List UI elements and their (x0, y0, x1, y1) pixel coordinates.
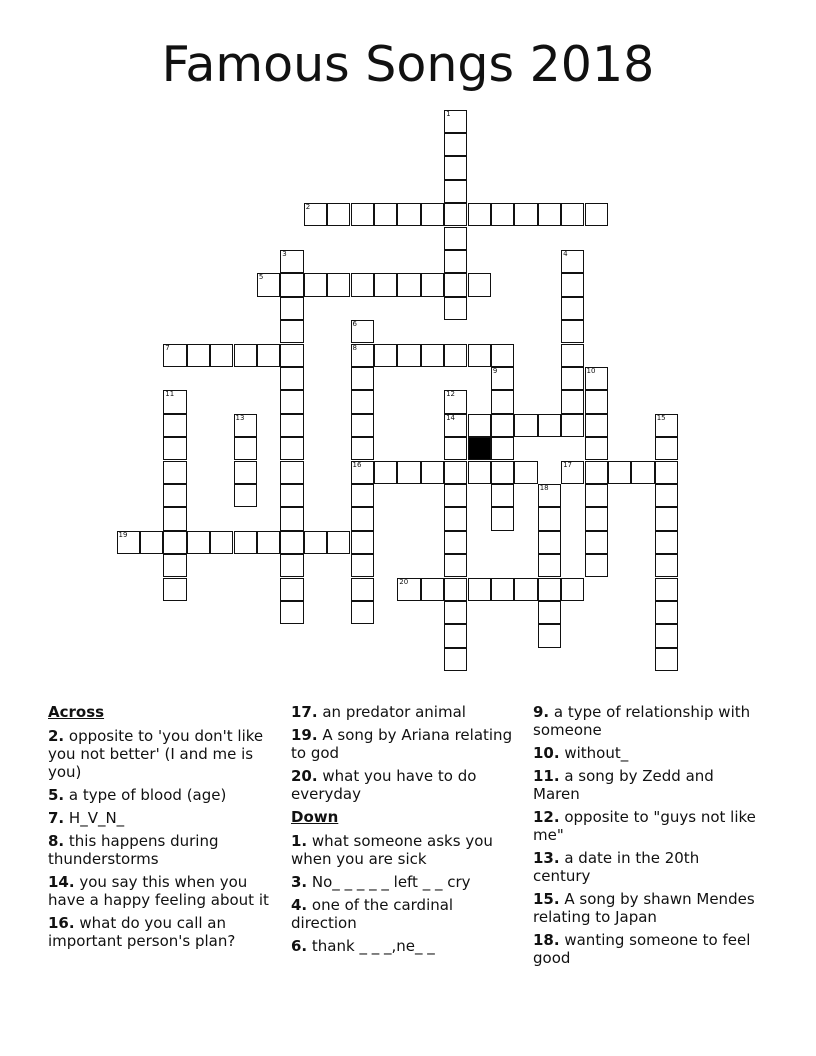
clue-number-label: 14. (48, 873, 75, 891)
grid-cell[interactable] (280, 461, 303, 484)
grid-cell[interactable] (351, 507, 374, 530)
grid-cell[interactable] (163, 344, 186, 367)
clue-number-label: 17. (291, 703, 318, 721)
grid-cell[interactable] (280, 507, 303, 530)
clue-number-label: 8. (48, 832, 65, 850)
clue-text: a type of blood (age) (64, 786, 227, 804)
clues-column-2 (291, 703, 516, 960)
grid-cell[interactable] (538, 554, 561, 577)
grid-cell[interactable] (585, 531, 608, 554)
clue-text: you say this when you have a happy feeling about it (48, 873, 269, 909)
grid-cell[interactable] (468, 344, 491, 367)
grid-cell[interactable] (468, 414, 491, 437)
clue-number: 7 (165, 343, 170, 352)
clue-number: 20 (399, 577, 409, 586)
clue-number: 12 (446, 390, 456, 399)
grid-cell[interactable] (234, 461, 257, 484)
grid-cell[interactable] (351, 484, 374, 507)
grid-cell[interactable] (163, 390, 186, 413)
grid-cell[interactable] (234, 484, 257, 507)
clue-text: thank _ _ _,ne_ _ (307, 937, 435, 955)
grid-cell[interactable] (280, 554, 303, 577)
grid-cell[interactable] (444, 250, 467, 273)
grid-cell[interactable] (468, 273, 491, 296)
grid-cell[interactable] (351, 344, 374, 367)
grid-cell[interactable] (163, 461, 186, 484)
grid-cell[interactable] (444, 203, 467, 226)
clue-number-label: 13. (533, 849, 560, 867)
grid-cell[interactable] (444, 437, 467, 460)
grid-cell[interactable] (351, 367, 374, 390)
grid-cell[interactable] (351, 461, 374, 484)
clue-number-label: 7. (48, 809, 65, 827)
grid-cell[interactable] (444, 601, 467, 624)
grid-cell[interactable] (257, 273, 280, 296)
clue-text: this happens during thunderstorms (48, 832, 219, 868)
down-clue (533, 808, 758, 844)
clue-text: A song by Ariana relating to god (291, 726, 513, 762)
clue-number-label: 3. (291, 873, 308, 891)
grid-cell[interactable] (514, 578, 537, 601)
across-clue (48, 832, 273, 868)
down-clue-list-continued (533, 703, 758, 967)
down-clue (533, 890, 758, 926)
grid-cell[interactable] (608, 461, 631, 484)
across-clue (291, 767, 516, 803)
clues-column-3 (533, 703, 758, 972)
grid-cell[interactable] (444, 484, 467, 507)
grid-cell[interactable] (444, 624, 467, 647)
grid-cell[interactable] (538, 624, 561, 647)
grid-cell[interactable] (421, 461, 444, 484)
grid-cell[interactable] (280, 344, 303, 367)
grid-cell[interactable] (210, 531, 233, 554)
grid-cell[interactable] (491, 203, 514, 226)
grid-cell[interactable] (561, 367, 584, 390)
grid-cell[interactable] (304, 273, 327, 296)
grid-cell[interactable] (468, 578, 491, 601)
clue-text: No_ _ _ _ _ left _ _ cry (307, 873, 471, 891)
grid-cell[interactable] (351, 203, 374, 226)
grid-cell[interactable] (655, 578, 678, 601)
grid-cell[interactable] (351, 390, 374, 413)
grid-cell[interactable] (163, 484, 186, 507)
clue-number: 16 (352, 460, 362, 469)
grid-cell[interactable] (655, 437, 678, 460)
grid-cell[interactable] (280, 531, 303, 554)
across-clue (48, 727, 273, 781)
grid-cell[interactable] (538, 203, 561, 226)
grid-cell[interactable] (561, 578, 584, 601)
clue-number: 9 (492, 366, 498, 375)
grid-cell[interactable] (538, 531, 561, 554)
clue-number: 10 (586, 366, 596, 375)
grid-cell[interactable] (257, 344, 280, 367)
grid-cell[interactable] (491, 367, 514, 390)
clue-number-label: 1. (291, 832, 308, 850)
clue-number: 19 (118, 530, 128, 539)
grid-cell[interactable] (444, 227, 467, 250)
clue-text: what do you call an important person's plan? (48, 914, 236, 950)
across-heading: Across (48, 703, 105, 721)
grid-cell[interactable] (585, 390, 608, 413)
grid-cell[interactable] (655, 648, 678, 671)
clue-number-label: 15. (533, 890, 560, 908)
grid-cell[interactable] (655, 507, 678, 530)
down-clue (533, 849, 758, 885)
grid-cell[interactable] (351, 414, 374, 437)
grid-cell[interactable] (397, 461, 420, 484)
grid-cell[interactable] (444, 414, 467, 437)
grid-cell[interactable] (444, 133, 467, 156)
down-clue (291, 873, 516, 891)
grid-cell[interactable] (585, 484, 608, 507)
clue-text: without_ (559, 744, 629, 762)
across-clue (48, 873, 273, 909)
grid-cell[interactable] (444, 344, 467, 367)
grid-cell[interactable] (538, 484, 561, 507)
grid-cell[interactable] (304, 531, 327, 554)
across-clue (291, 726, 516, 762)
grid-cell[interactable] (514, 461, 537, 484)
grid-cell[interactable] (585, 507, 608, 530)
grid-cell[interactable] (491, 390, 514, 413)
down-clue (533, 703, 758, 739)
grid-cell[interactable] (421, 344, 444, 367)
grid-cell[interactable] (631, 461, 654, 484)
grid-cell[interactable] (397, 344, 420, 367)
grid-cell[interactable] (187, 344, 210, 367)
grid-cell[interactable] (280, 437, 303, 460)
clue-number: 18 (539, 483, 549, 492)
grid-cell[interactable] (280, 250, 303, 273)
clue-number-label: 19. (291, 726, 318, 744)
grid-cell[interactable] (585, 414, 608, 437)
grid-cell[interactable] (163, 437, 186, 460)
grid-cell[interactable] (561, 320, 584, 343)
grid-cell[interactable] (351, 437, 374, 460)
clue-number-label: 12. (533, 808, 560, 826)
grid-cell[interactable] (444, 110, 467, 133)
black-cell (468, 437, 491, 460)
clue-number: 3 (282, 249, 287, 258)
clue-number-label: 20. (291, 767, 318, 785)
clue-text: one of the cardinal direction (291, 896, 454, 932)
clue-number: 8 (352, 343, 357, 352)
grid-cell[interactable] (280, 484, 303, 507)
grid-cell[interactable] (351, 531, 374, 554)
clue-text: a song by Zedd and Maren (533, 767, 714, 803)
grid-cell[interactable] (421, 578, 444, 601)
down-clue (533, 767, 758, 803)
clues-column-1 (48, 703, 273, 955)
grid-cell[interactable] (561, 273, 584, 296)
grid-cell[interactable] (163, 507, 186, 530)
clue-number-label: 11. (533, 767, 560, 785)
clue-text: H_V_N_ (64, 809, 125, 827)
grid-cell[interactable] (514, 203, 537, 226)
clue-number: 5 (258, 273, 264, 282)
clue-number: 13 (235, 413, 245, 422)
clue-number: 15 (656, 413, 666, 422)
grid-cell[interactable] (374, 344, 397, 367)
grid-cell[interactable] (187, 531, 210, 554)
clue-text: opposite to 'you don't like you not better' (I and me is you) (48, 727, 264, 781)
grid-cell[interactable] (327, 531, 350, 554)
down-clue (533, 744, 758, 762)
grid-cell[interactable] (234, 437, 257, 460)
grid-cell[interactable] (280, 367, 303, 390)
grid-cell[interactable] (655, 624, 678, 647)
grid-cell[interactable] (491, 507, 514, 530)
clue-number: 1 (446, 109, 451, 118)
grid-cell[interactable] (374, 461, 397, 484)
grid-cell[interactable] (397, 578, 420, 601)
grid-cell[interactable] (397, 203, 420, 226)
clue-number: 11 (165, 390, 175, 399)
clue-text: opposite to "guys not like me" (533, 808, 756, 844)
clue-number-label: 16. (48, 914, 75, 932)
grid-cell[interactable] (468, 461, 491, 484)
grid-cell[interactable] (327, 203, 350, 226)
grid-cell[interactable] (280, 601, 303, 624)
clue-number-label: 4. (291, 896, 308, 914)
grid-cell[interactable] (327, 273, 350, 296)
clue-text: wanting someone to feel good (533, 931, 751, 967)
clue-number-label: 6. (291, 937, 308, 955)
grid-cell[interactable] (280, 578, 303, 601)
clue-text: what you have to do everyday (291, 767, 477, 803)
grid-cell[interactable] (444, 554, 467, 577)
puzzle-title: Famous Songs 2018 (161, 36, 655, 93)
down-clue (533, 931, 758, 967)
down-clue-list (291, 832, 516, 955)
grid-cell[interactable] (351, 578, 374, 601)
clue-number: 17 (563, 460, 573, 469)
grid-cell[interactable] (491, 437, 514, 460)
grid-cell[interactable] (655, 531, 678, 554)
grid-cell[interactable] (351, 601, 374, 624)
clue-text: an predator animal (317, 703, 466, 721)
grid-cell[interactable] (538, 414, 561, 437)
grid-cell[interactable] (304, 203, 327, 226)
grid-cell[interactable] (491, 578, 514, 601)
clue-text: a date in the 20th century (533, 849, 700, 885)
grid-cell[interactable] (491, 461, 514, 484)
grid-cell[interactable] (468, 203, 491, 226)
grid-cell[interactable] (351, 554, 374, 577)
down-clue (291, 832, 516, 868)
grid-cell[interactable] (280, 273, 303, 296)
across-clue-list (48, 727, 273, 950)
grid-cell[interactable] (561, 203, 584, 226)
grid-cell[interactable] (538, 601, 561, 624)
down-clue (291, 896, 516, 932)
clue-number: 14 (446, 413, 456, 422)
across-clue (48, 914, 273, 950)
clue-text: what someone asks you when you are sick (291, 832, 493, 868)
grid-cell[interactable] (163, 531, 186, 554)
grid-cell[interactable] (234, 344, 257, 367)
grid-cell[interactable] (655, 484, 678, 507)
grid-cell[interactable] (561, 390, 584, 413)
grid-cell[interactable] (444, 578, 467, 601)
grid-cell[interactable] (444, 531, 467, 554)
grid-cell[interactable] (514, 414, 537, 437)
grid-cell[interactable] (561, 250, 584, 273)
grid-cell[interactable] (585, 367, 608, 390)
grid-cell[interactable] (421, 203, 444, 226)
grid-cell[interactable] (280, 390, 303, 413)
grid-cell[interactable] (117, 531, 140, 554)
grid-cell[interactable] (163, 414, 186, 437)
grid-cell[interactable] (561, 461, 584, 484)
grid-cell[interactable] (257, 531, 280, 554)
down-heading: Down (291, 808, 339, 826)
across-clue (291, 703, 516, 721)
grid-cell[interactable] (351, 320, 374, 343)
grid-cell[interactable] (585, 461, 608, 484)
grid-cell[interactable] (444, 390, 467, 413)
clue-number-label: 2. (48, 727, 65, 745)
grid-cell[interactable] (280, 320, 303, 343)
grid-cell[interactable] (421, 273, 444, 296)
grid-cell[interactable] (374, 273, 397, 296)
grid-cell[interactable] (444, 648, 467, 671)
grid-cell[interactable] (561, 344, 584, 367)
grid-cell[interactable] (234, 531, 257, 554)
clue-number-label: 9. (533, 703, 550, 721)
grid-cell[interactable] (585, 437, 608, 460)
grid-cell[interactable] (538, 507, 561, 530)
clue-number-label: 5. (48, 786, 65, 804)
grid-cell[interactable] (280, 297, 303, 320)
grid-cell[interactable] (444, 156, 467, 179)
grid-cell[interactable] (280, 414, 303, 437)
grid-cell[interactable] (655, 461, 678, 484)
grid-cell[interactable] (655, 414, 678, 437)
grid-cell[interactable] (397, 273, 420, 296)
across-clue (48, 809, 273, 827)
grid-cell[interactable] (491, 344, 514, 367)
grid-cell[interactable] (585, 554, 608, 577)
clue-text: a type of relationship with someone (533, 703, 751, 739)
grid-cell[interactable] (374, 203, 397, 226)
grid-cell[interactable] (585, 203, 608, 226)
grid-cell[interactable] (491, 414, 514, 437)
across-clue-list-continued (291, 703, 516, 803)
grid-cell[interactable] (444, 180, 467, 203)
grid-cell[interactable] (561, 414, 584, 437)
clue-number-label: 10. (533, 744, 560, 762)
clue-number-label: 18. (533, 931, 560, 949)
grid-cell[interactable] (140, 531, 163, 554)
down-clue (291, 937, 516, 955)
grid-cell[interactable] (444, 297, 467, 320)
grid-cell[interactable] (234, 414, 257, 437)
clue-number: 2 (305, 203, 311, 212)
grid-cell[interactable] (210, 344, 233, 367)
grid-cell[interactable] (163, 554, 186, 577)
clue-number: 4 (563, 249, 568, 258)
grid-cell[interactable] (444, 273, 467, 296)
grid-cell[interactable] (655, 601, 678, 624)
grid-cell[interactable] (444, 461, 467, 484)
grid-cell[interactable] (538, 578, 561, 601)
clue-text: A song by shawn Mendes relating to Japan (533, 890, 755, 926)
grid-cell[interactable] (561, 297, 584, 320)
clue-number: 6 (352, 320, 357, 329)
grid-cell[interactable] (444, 507, 467, 530)
grid-cell[interactable] (163, 578, 186, 601)
grid-cell[interactable] (655, 554, 678, 577)
grid-cell[interactable] (351, 273, 374, 296)
across-clue (48, 786, 273, 804)
grid-cell[interactable] (491, 484, 514, 507)
